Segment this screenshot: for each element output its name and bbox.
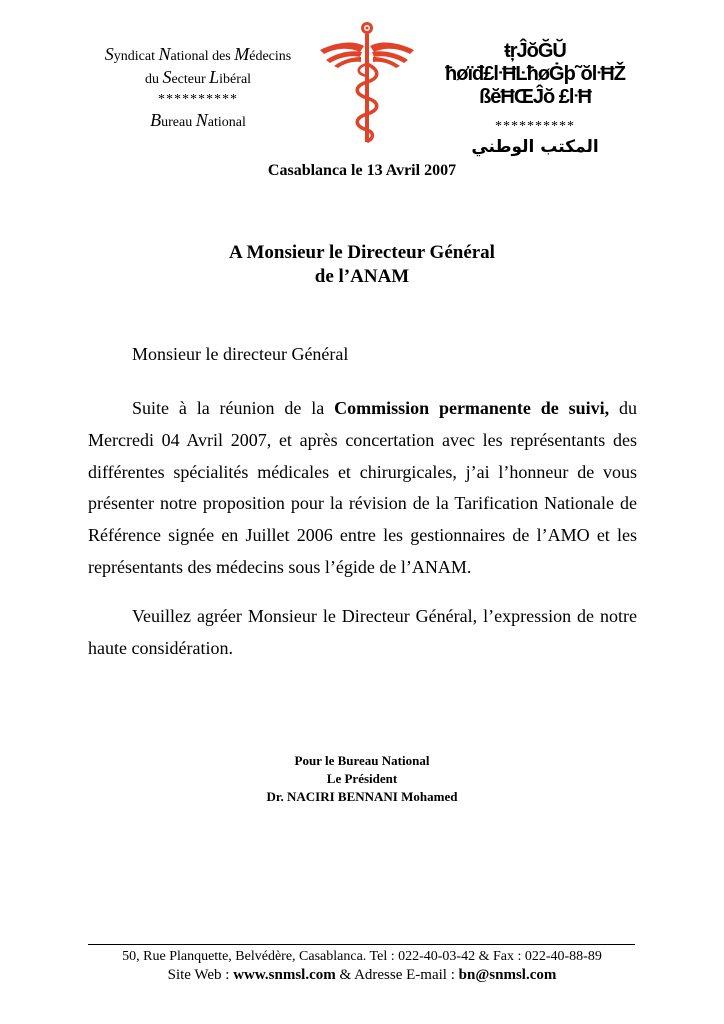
caduceus-icon (318, 20, 416, 145)
recipient-line1: A Monsieur le Directeur Général (229, 242, 495, 263)
prefix: du (144, 72, 163, 87)
date-line: Casablanca le 13 Avril 2007 (267, 162, 457, 179)
signature-line2: Le Président (326, 771, 398, 786)
commission-name: Commission permanente de suivi, (334, 398, 610, 418)
initial: S (162, 67, 172, 87)
initial: N (195, 110, 208, 130)
word-rest: ational des (170, 49, 235, 64)
recipient-line2: de l’ANAM (314, 266, 410, 287)
org-name-arabic-line2: ßĕĦŒĴŏ £ŀĦ (479, 86, 591, 108)
stars-divider-right: ********** (495, 119, 575, 134)
para1-text-after: du Mercredi 04 Avril 2007, et après concertation avec les représentants des différentes spécialités médicales et chirurgicales, j’ai l’honneur de vous présenter notre proposition pour la révision de la Tarification Nationale de Référence signée en Juillet 2006 entre les gestionnaires de l’AMO et les représentants des médecins sous l’égide de l’ANAM. (88, 398, 638, 577)
salutation: Monsieur le directeur Général (132, 344, 349, 364)
signature-block (0, 752, 724, 806)
recipient-block (0, 241, 724, 289)
footer-address: 50, Rue Planquette, Belvédère, Casablanca. Tel : 022-40-03-42 & Fax : 022-40-88-89 (122, 949, 602, 964)
initial: M (234, 44, 250, 64)
signature-line1: Pour le Bureau National (294, 753, 430, 768)
signature-line3: Dr. NACIRI BENNANI Mohamed (266, 789, 458, 804)
header-right-organization (430, 40, 640, 157)
body-paragraph-2: Veuillez agréer Monsieur le Directeur Général, l’expression de notre haute considération. (88, 606, 637, 658)
footer-divider (88, 944, 635, 945)
word-rest: ecteur (171, 72, 210, 87)
bureau-national-arabic: المكتب الوطني (471, 137, 599, 157)
word-rest: ibéral (219, 72, 252, 87)
org-name-line2 (88, 67, 308, 90)
word-rest: édecins (249, 49, 292, 64)
email-link[interactable]: bn@snmsl.com (458, 967, 557, 983)
bureau-national-left (88, 110, 308, 133)
org-name-arabic-line1: ŧŗĴŏĞŬ ħøïđ£ŀĦĿħøĠþ˜ŏŀĦŽ (445, 40, 625, 85)
footer (0, 948, 724, 984)
site-label: Site Web : (167, 967, 234, 983)
word-rest: ational (207, 115, 246, 130)
org-name-line1 (88, 44, 308, 67)
header-left-organization (88, 44, 308, 133)
initial: L (209, 67, 220, 87)
initial: B (150, 110, 162, 130)
initial: N (158, 44, 171, 64)
website-link[interactable]: www.snmsl.com (233, 967, 336, 983)
word-rest: yndicat (113, 49, 159, 64)
word-rest: ureau (161, 115, 196, 130)
body-paragraph-1 (88, 393, 637, 584)
para1-text-before: Suite à la réunion de la (132, 398, 335, 418)
stars-divider-left: ********** (158, 92, 238, 107)
contact-separator: & Adresse E-mail : (335, 967, 459, 983)
initial: S (104, 44, 114, 64)
footer-contact (0, 966, 724, 984)
